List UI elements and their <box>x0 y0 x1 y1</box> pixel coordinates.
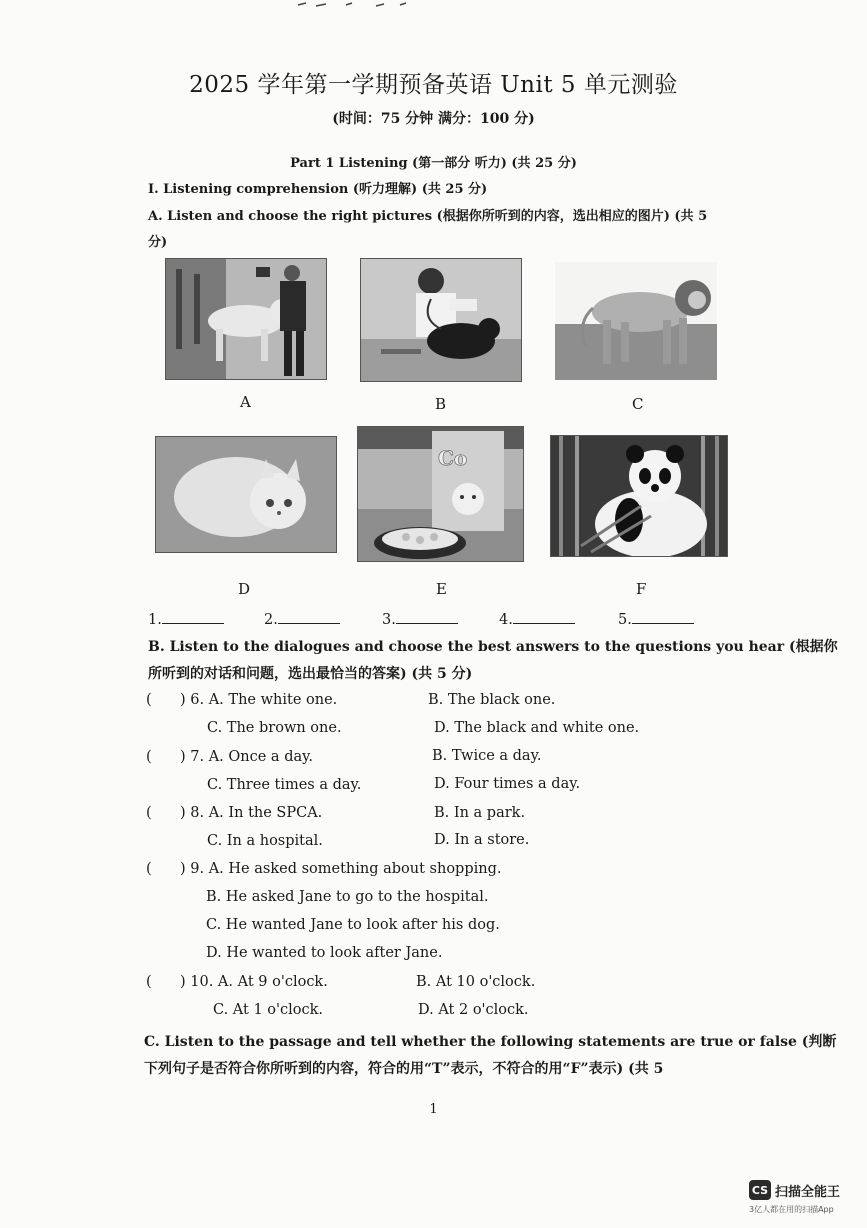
answer-paren-8[interactable]: ( <box>146 805 152 821</box>
scan-artifact <box>296 0 416 8</box>
answer-blank-1[interactable] <box>162 609 224 624</box>
question-6-option-d: D. The black and white one. <box>434 720 640 736</box>
section-B-instruction-cont: 所听到的对话和问题，选出最恰当的答案) (共 5 分) <box>148 666 473 682</box>
answer-number-3: 3. <box>382 612 396 628</box>
scanner-watermark <box>749 1180 840 1200</box>
man-with-dog-picture <box>166 259 326 379</box>
answer-4 <box>499 609 575 628</box>
vet-examining-dog-picture <box>361 259 521 381</box>
answer-1 <box>148 609 224 628</box>
answer-number-2: 2. <box>264 612 278 628</box>
part-1-heading: Part 1 Listening (第一部分 听力) (共 25 分) <box>290 156 577 171</box>
dog-food-bag-picture <box>358 427 523 561</box>
picture-label-d: D <box>238 580 251 598</box>
section-I-heading: I. Listening comprehension (听力理解) (共 25 分) <box>148 182 488 197</box>
question-10-option-d: D. At 2 o'clock. <box>418 1002 529 1018</box>
question-9-option-a: ) 9. A. He asked something about shopping. <box>180 861 502 877</box>
section-A-instruction-cont: 分) <box>148 235 168 250</box>
question-10-option-b: B. At 10 o'clock. <box>416 974 536 990</box>
lion-picture <box>555 262 717 380</box>
picture-f <box>550 435 728 557</box>
question-7-option-c: C. Three times a day. <box>207 777 362 793</box>
answer-blank-4[interactable] <box>513 609 575 624</box>
question-8-option-a: ) 8. A. In the SPCA. <box>180 805 323 821</box>
picture-e <box>357 426 524 562</box>
question-6-option-a: ) 6. A. The white one. <box>180 692 338 708</box>
kitten-picture <box>156 437 336 552</box>
scanner-app-icon: CS <box>749 1180 771 1200</box>
picture-a <box>165 258 327 380</box>
answer-paren-10[interactable]: ( <box>146 974 152 990</box>
question-8-option-d: D. In a store. <box>434 832 530 848</box>
question-7-option-d: D. Four times a day. <box>434 776 581 792</box>
page-number: 1 <box>429 1102 438 1117</box>
answer-paren-6[interactable]: ( <box>146 692 152 708</box>
section-C-instruction: C. Listen to the passage and tell whether the following statements are true or false (判断 <box>144 1034 837 1050</box>
answer-number-5: 5. <box>618 612 632 628</box>
question-8-option-c: C. In a hospital. <box>207 833 323 849</box>
answer-5 <box>618 609 694 628</box>
question-10-option-a: ) 10. A. At 9 o'clock. <box>180 974 328 990</box>
picture-b <box>360 258 522 382</box>
question-8-option-b: B. In a park. <box>434 805 526 821</box>
section-B-instruction: B. Listen to the dialogues and choose the best answers to the questions you hear (根据你 <box>148 639 838 655</box>
answer-paren-7[interactable]: ( <box>146 749 152 765</box>
section-C-instruction-cont: 下列句子是否符合你所听到的内容，符合的用“T”表示，不符合的用“F”表示) (共 5 <box>144 1061 664 1077</box>
question-7-option-b: B. Twice a day. <box>432 748 542 764</box>
section-A-instruction: A. Listen and choose the right pictures (根据你所听到的内容，选出相应的图片) (共 5 <box>148 209 708 224</box>
question-7-option-a: ) 7. A. Once a day. <box>180 749 313 765</box>
exam-info: (时间：75 分钟 满分：100 分) <box>332 111 535 127</box>
picture-label-e: E <box>436 580 447 598</box>
answer-number-1: 1. <box>148 612 162 628</box>
question-9-option-c: C. He wanted Jane to look after his dog. <box>206 917 500 933</box>
picture-d <box>155 436 337 553</box>
answer-blank-5[interactable] <box>632 609 694 624</box>
question-6-option-c: C. The brown one. <box>207 720 342 736</box>
page-title: 2025 学年第一学期预备英语 Unit 5 单元测验 <box>189 72 678 98</box>
answer-blank-2[interactable] <box>278 609 340 624</box>
answer-paren-9[interactable]: ( <box>146 861 152 877</box>
panda-picture <box>551 436 727 556</box>
answer-3 <box>382 609 458 628</box>
question-9-option-d: D. He wanted to look after Jane. <box>206 945 443 961</box>
picture-label-c: C <box>632 395 644 413</box>
answer-2 <box>264 609 340 628</box>
picture-label-a: A <box>240 393 251 411</box>
question-6-option-b: B. The black one. <box>428 692 556 708</box>
question-9-option-b: B. He asked Jane to go to the hospital. <box>206 889 489 905</box>
answer-number-4: 4. <box>499 612 513 628</box>
answer-blank-3[interactable] <box>396 609 458 624</box>
scanner-app-name: 扫描全能王 <box>775 1184 841 1200</box>
svg-text:Co: Co <box>438 446 468 470</box>
question-10-option-c: C. At 1 o'clock. <box>213 1002 324 1018</box>
picture-label-b: B <box>435 395 447 413</box>
picture-c <box>555 262 717 380</box>
scanner-app-tagline: 3亿人都在用的扫描App <box>749 1205 834 1214</box>
picture-label-f: F <box>636 580 647 598</box>
